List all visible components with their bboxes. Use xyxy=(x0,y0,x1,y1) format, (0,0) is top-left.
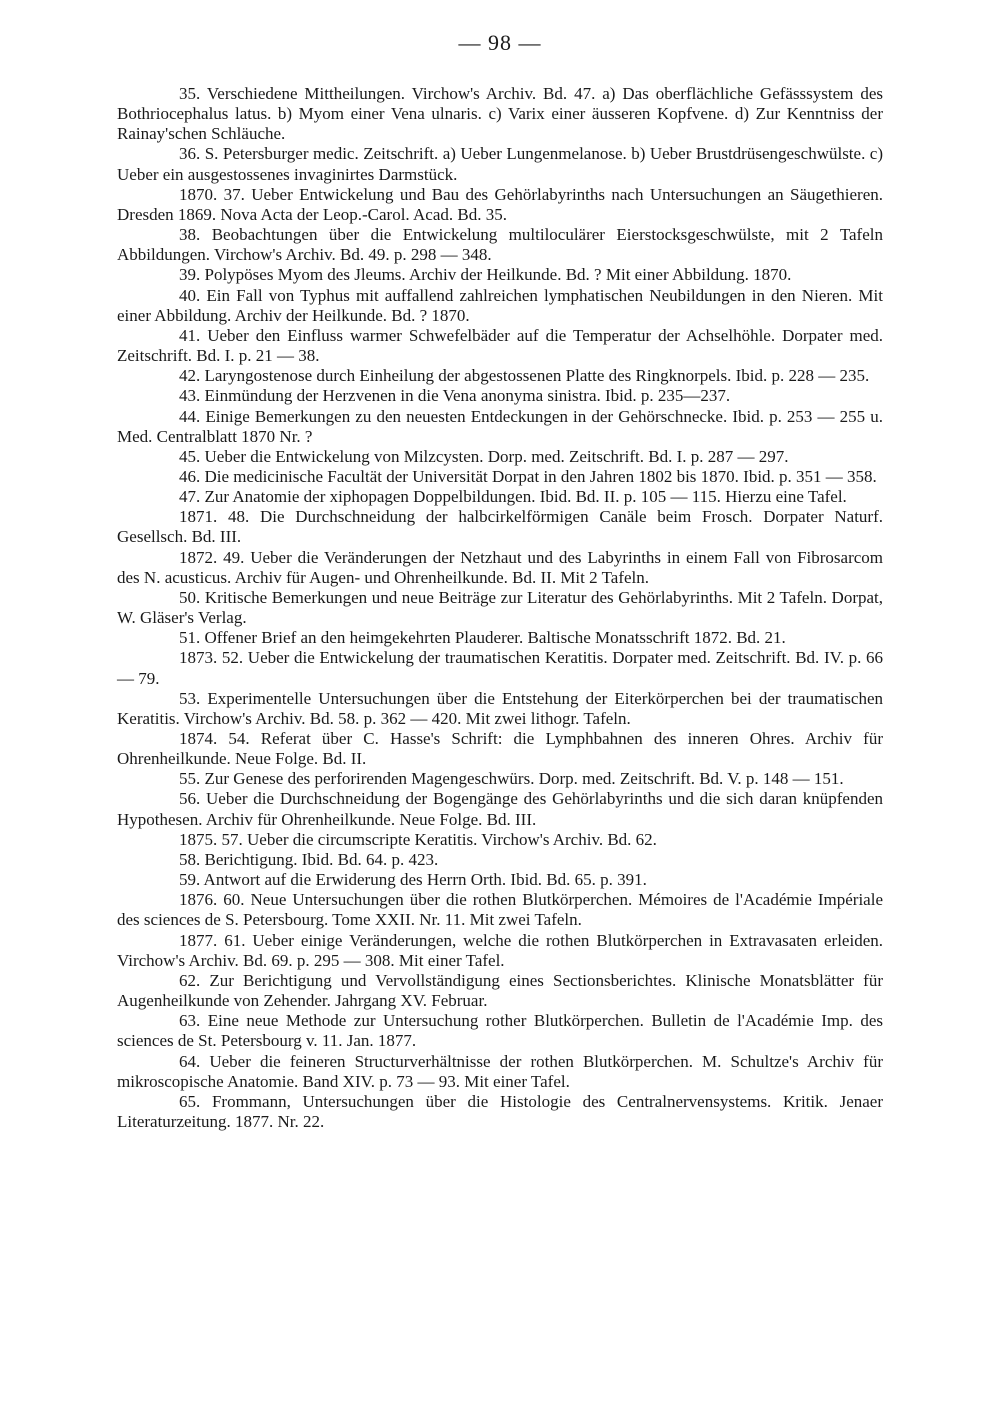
bibliography-entry: 63. Eine neue Methode zur Untersuchung rother Blutkörperchen. Bulletin de l'Académie Imp. des sciences de St. Petersbourg v. 11. Jan. 1877. xyxy=(117,1011,883,1051)
bibliography-entry: 62. Zur Berichtigung und Vervollständigung eines Sectionsberichtes. Klinische Monatsblätter für Augenheilkunde von Zehender. Jahrgang XV. Februar. xyxy=(117,970,883,1011)
bibliography-entry: 58. Berichtigung. Ibid. Bd. 64. p. 423. xyxy=(179,849,439,869)
bibliography-list xyxy=(117,84,883,1132)
bibliography-entry: 65. Frommann, Untersuchungen über die Histologie des Centralnervensystems. Kritik. Jenaer Literaturzeitung. 1877. Nr. 22. xyxy=(117,1091,883,1131)
bibliography-entry: 39. Polypöses Myom des Jleums. Archiv der Heilkunde. Bd. ? Mit einer Abbildung. 1870. xyxy=(179,265,792,285)
bibliography-entry: 40. Ein Fall von Typhus mit auffallend zahlreichen lymphatischen Neubildungen in den Nieren. Mit einer Abbildung. Archiv der Heilkunde. Bd. ? 1870. xyxy=(117,285,883,325)
bibliography-entry: 64. Ueber die feineren Structurverhältnisse der rothen Blutkörperchen. M. Schultze's Archiv für mikroscopische Anatomie. Band XIV. p. 73 — 93. Mit einer Tafel. xyxy=(117,1051,883,1091)
bibliography-entry: 1873. 52. Ueber die Entwickelung der traumatischen Keratitis. Dorpater med. Zeitschrift. Bd. IV. p. 66 — 79. xyxy=(117,648,883,688)
bibliography-entry: 1871. 48. Die Durchschneidung der halbcirkelförmigen Canäle beim Frosch. Dorpater Naturf. Gesellsch. Bd. III. xyxy=(117,507,883,547)
bibliography-entry: 41. Ueber den Einfluss warmer Schwefelbäder auf die Temperatur der Achselhöhle. Dorpater med. Zeitschrift. Bd. I. p. 21 — 38. xyxy=(117,325,883,366)
bibliography-entry: 38. Beobachtungen über die Entwickelung multiloculärer Eierstocksgeschwülste, mit 2 Tafeln Abbildungen. Virchow's Archiv. Bd. 49. p. 298 — 348. xyxy=(117,225,883,265)
bibliography-entry: 1875. 57. Ueber die circumscripte Keratitis. Virchow's Archiv. Bd. 62. xyxy=(179,829,657,849)
bibliography-entry: 44. Einige Bemerkungen zu den neuesten Entdeckungen in der Gehörschnecke. Ibid. p. 253 — 255 u. Med. Centralblatt 1870 Nr. ? xyxy=(117,406,883,446)
bibliography-entry: 56. Ueber die Durchschneidung der Bogengänge des Gehörlabyrinths und die sich daran knüpfenden Hypothesen. Archiv für Ohrenheilkunde. Neue Folge. Bd. III. xyxy=(117,789,883,829)
bibliography-entry: 1872. 49. Ueber die Veränderungen der Netzhaut und des Labyrinths in einem Fall von Fibrosarcom des N. acusticus. Archiv für Augen- und Ohrenheilkunde. Bd. II. Mit 2 Tafeln. xyxy=(117,547,883,587)
bibliography-entry: 45. Ueber die Entwickelung von Milzcysten. Dorp. med. Zeitschrift. Bd. I. p. 287 — 297. xyxy=(179,446,789,466)
bibliography-entry: 1877. 61. Ueber einige Veränderungen, welche die rothen Blutkörperchen in Extravasaten erleiden. Virchow's Archiv. Bd. 69. p. 295 — 308. Mit einer Tafel. xyxy=(117,930,883,970)
bibliography-entry: 51. Offener Brief an den heimgekehrten Plauderer. Baltische Monatsschrift 1872. Bd. 21. xyxy=(179,628,786,648)
bibliography-entry: 1874. 54. Referat über C. Hasse's Schrift: die Lymphbahnen des inneren Ohres. Archiv für Ohrenheilkunde. Neue Folge. Bd. II. xyxy=(117,729,883,769)
bibliography-entry: 59. Antwort auf die Erwiderung des Herrn Orth. Ibid. Bd. 65. p. 391. xyxy=(179,870,647,890)
bibliography-entry: 42. Laryngostenose durch Einheilung der abgestossenen Platte des Ringknorpels. Ibid. p. 228 — 235. xyxy=(179,366,870,386)
bibliography-entry: 35. Verschiedene Mittheilungen. Virchow's Archiv. Bd. 47. a) Das oberflächliche Gefässsystem des Bothriocephalus latus. b) Myom einer Vena ulnaris. c) Varix einer äusseren Kopfvene. d) Zur Kenntniss der Rainay'schen Schläuche. xyxy=(117,84,883,144)
bibliography-entry: 36. S. Petersburger medic. Zeitschrift. a) Ueber Lungenmelanose. b) Ueber Brustdrüsengeschwülste. c) Ueber ein ausgestossenes invaginirtes Darmstück. xyxy=(117,144,883,184)
bibliography-entry: 50. Kritische Bemerkungen und neue Beiträge zur Literatur des Gehörlabyrinths. Mit 2 Tafeln. Dorpat, W. Gläser's Verlag. xyxy=(117,587,883,628)
page-number: — 98 — xyxy=(458,30,542,55)
bibliography-entry: 1876. 60. Neue Untersuchungen über die rothen Blutkörperchen. Mémoires de l'Académie Impériale des sciences de S. Petersbourg. Tome XXII. Nr. 11. Mit zwei Tafeln. xyxy=(117,890,883,930)
bibliography-entry: 43. Einmündung der Herzvenen in die Vena anonyma sinistra. Ibid. p. 235—237. xyxy=(179,386,731,406)
bibliography-entry: 46. Die medicinische Facultät der Universität Dorpat in den Jahren 1802 bis 1870. Ibid. p. 351 — 358. xyxy=(179,466,877,486)
bibliography-entry: 47. Zur Anatomie der xiphopagen Doppelbildungen. Ibid. Bd. II. p. 105 — 115. Hierzu eine Tafel. xyxy=(179,487,847,507)
bibliography-entry: 53. Experimentelle Untersuchungen über die Entstehung der Eiterkörperchen bei der traumatischen Keratitis. Virchow's Archiv. Bd. 58. p. 362 — 420. Mit zwei lithogr. Tafeln. xyxy=(117,688,883,728)
bibliography-entry: 1870. 37. Ueber Entwickelung und Bau des Gehörlabyrinths nach Untersuchungen an Säugethieren. Dresden 1869. Nova Acta der Leop.-Carol. Acad. Bd. 35. xyxy=(117,184,883,224)
bibliography-entry: 55. Zur Genese des perforirenden Magengeschwürs. Dorp. med. Zeitschrift. Bd. V. p. 148 — 151. xyxy=(179,769,844,789)
